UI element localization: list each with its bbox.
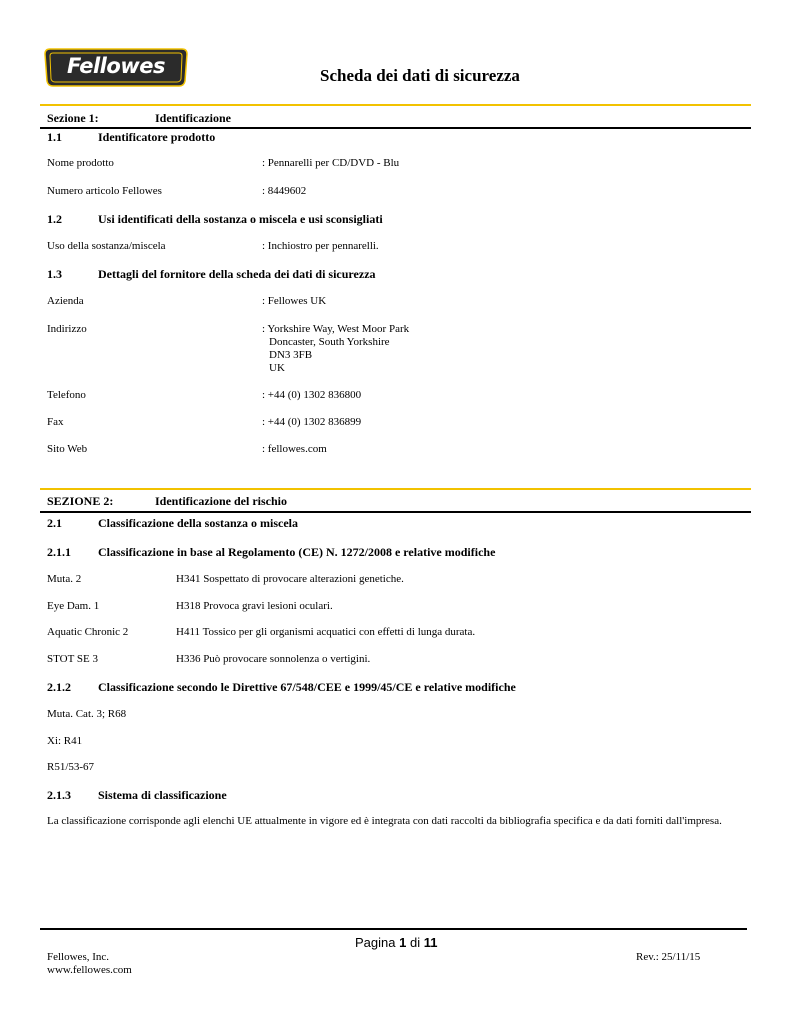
classification-code: Muta. 2 xyxy=(47,573,82,585)
section2-title: Identificazione del rischio xyxy=(155,494,287,508)
section2-number: SEZIONE 2: xyxy=(47,494,114,508)
footer-website: www.fellowes.com xyxy=(47,964,132,976)
article-number-label: Numero articolo Fellowes xyxy=(47,185,162,197)
subsection-2-1-1-number: 2.1.1 xyxy=(47,545,71,559)
address-line-1: : Yorkshire Way, West Moor Park xyxy=(262,323,410,335)
phone-value: : +44 (0) 1302 836800 xyxy=(262,389,362,401)
fellowes-logo xyxy=(44,47,188,88)
section2-top-rule xyxy=(40,488,751,490)
subsection-2-1-2-number: 2.1.2 xyxy=(47,680,71,694)
product-name-label: Nome prodotto xyxy=(47,157,114,169)
section1-bottom-rule xyxy=(40,127,751,129)
page-current: 1 xyxy=(399,935,407,950)
footer-revision: Rev.: 25/11/15 xyxy=(636,951,701,963)
subsection-1-3-title: Dettagli del fornitore della scheda dei dati di sicurezza xyxy=(98,267,376,281)
classification-statement: H411 Tossico per gli organismi acquatici con effetti di lunga durata. xyxy=(176,626,476,638)
subsection-1-3-number: 1.3 xyxy=(47,267,62,281)
section1-number: Sezione 1: xyxy=(47,111,99,125)
directive-item: Muta. Cat. 3; R68 xyxy=(47,708,127,720)
classification-statement: H341 Sospettato di provocare alterazioni genetiche. xyxy=(176,573,404,585)
section2-bottom-rule xyxy=(40,511,751,513)
phone-label: Telefono xyxy=(47,389,86,401)
classification-system-paragraph: La classificazione corrisponde agli elenchi UE attualmente in vigore ed è integrata con dati raccolti da bibliografia specifica e da dati forniti dall'impresa. xyxy=(47,815,722,827)
page-indicator xyxy=(355,935,437,950)
article-number-value: : 8449602 xyxy=(262,185,307,197)
subsection-2-1-title: Classificazione della sostanza o miscela xyxy=(98,516,298,530)
directive-item: R51/53-67 xyxy=(47,761,95,773)
classification-code: Eye Dam. 1 xyxy=(47,600,100,612)
page-of: di xyxy=(409,935,421,950)
fax-label: Fax xyxy=(47,416,64,428)
company-value: : Fellowes UK xyxy=(262,295,327,307)
footer-rule xyxy=(40,928,747,930)
use-label: Uso della sostanza/miscela xyxy=(47,240,166,252)
classification-code: Aquatic Chronic 2 xyxy=(47,626,129,638)
subsection-1-2-title: Usi identificati della sostanza o miscela e usi sconsigliati xyxy=(98,212,383,226)
address-label: Indirizzo xyxy=(47,323,87,335)
address-line-3: DN3 3FB xyxy=(269,349,313,361)
footer-company: Fellowes, Inc. xyxy=(47,951,110,963)
subsection-1-1-number: 1.1 xyxy=(47,130,62,144)
fax-value: : +44 (0) 1302 836899 xyxy=(262,416,362,428)
subsection-1-1-title: Identificatore prodotto xyxy=(98,130,216,144)
subsection-2-1-3-number: 2.1.3 xyxy=(47,788,71,802)
subsection-2-1-2-title: Classificazione secondo le Direttive 67/548/CEE e 1999/45/CE e relative modifiche xyxy=(98,680,516,694)
classification-code: STOT SE 3 xyxy=(47,653,98,665)
subsection-2-1-number: 2.1 xyxy=(47,516,62,530)
use-value: : Inchiostro per pennarelli. xyxy=(262,240,379,252)
address-line-2: Doncaster, South Yorkshire xyxy=(269,336,390,348)
address-line-4: UK xyxy=(269,362,285,374)
product-name-value: : Pennarelli per CD/DVD - Blu xyxy=(262,157,400,169)
page-label: Pagina xyxy=(355,935,396,950)
subsection-2-1-3-title: Sistema di classificazione xyxy=(98,788,227,802)
classification-statement: H318 Provoca gravi lesioni oculari. xyxy=(176,600,333,612)
directive-item: Xi: R41 xyxy=(47,735,83,747)
classification-statement: H336 Può provocare sonnolenza o vertigini. xyxy=(176,653,371,665)
website-value: : fellowes.com xyxy=(262,443,327,455)
section1-title: Identificazione xyxy=(155,111,231,125)
document-title: Scheda dei dati di sicurezza xyxy=(320,66,520,85)
website-label: Sito Web xyxy=(47,443,88,455)
company-label: Azienda xyxy=(47,295,84,307)
logo-text: Fellowes xyxy=(67,54,165,78)
subsection-2-1-1-title: Classificazione in base al Regolamento (CE) N. 1272/2008 e relative modifiche xyxy=(98,545,496,559)
page-total: 11 xyxy=(423,935,438,950)
subsection-1-2-number: 1.2 xyxy=(47,212,62,226)
section1-top-rule xyxy=(40,104,751,106)
